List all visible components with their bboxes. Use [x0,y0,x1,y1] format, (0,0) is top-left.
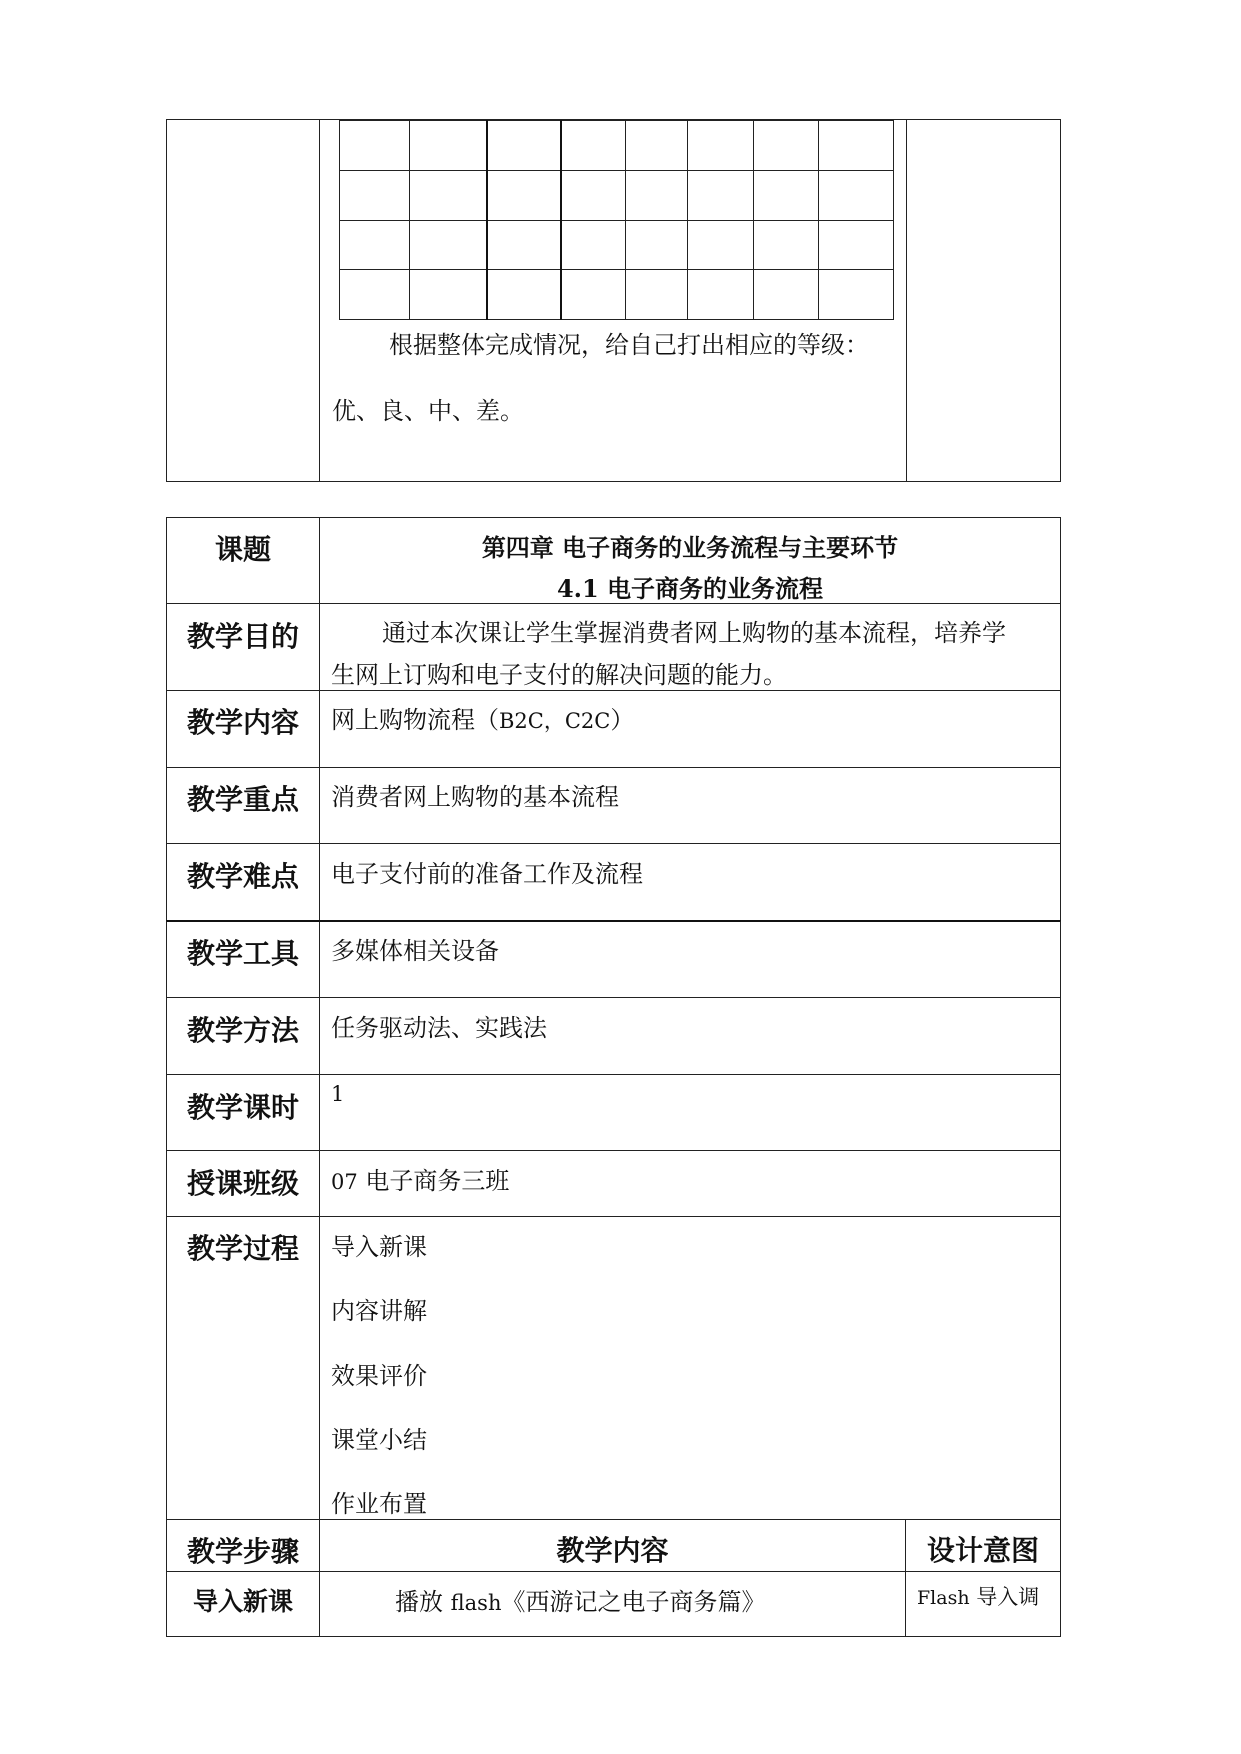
evaluation-right-column [906,120,1060,481]
intro-content-c: 《西游记之电子商务篇》 [501,1588,766,1616]
grid-cell[interactable] [688,171,754,221]
label-key-point: 教学重点 [167,768,320,843]
grid-cell[interactable] [754,221,819,270]
grid-cell[interactable] [561,171,626,221]
intro-intent-a: Flash [917,1587,970,1609]
content-text-b: B2C，C2C [499,709,611,733]
content-text-c: ） [610,706,635,734]
grid-cell[interactable] [409,270,487,320]
grid-cell[interactable] [754,171,819,221]
intro-content-text [395,1582,765,1617]
key-point-text: 消费者网上购物的基本流程 [331,783,619,811]
class-name: 电子商务三班 [365,1167,510,1195]
header-steps: 教学步骤 [167,1520,320,1571]
grid-cell[interactable] [487,270,561,320]
grid-cell[interactable] [754,270,819,320]
grading-levels: 优、良、中、差。 [332,397,524,425]
label-process: 教学过程 [167,1217,320,1519]
grid-cell[interactable] [688,221,754,270]
grid-cell[interactable] [340,221,410,270]
section-title [320,569,1060,604]
intro-intent-b: 导入调 [976,1585,1040,1609]
goal-line-2: 生网上订购和电子支付的解决问题的能力。 [331,661,787,689]
grid-cell[interactable] [340,121,410,171]
process-step: 课堂小结 [331,1426,427,1454]
evaluation-left-column [167,120,320,481]
label-difficulty: 教学难点 [167,844,320,920]
grid-cell[interactable] [409,221,487,270]
class-number: 07 [331,1170,358,1194]
step-intro-label: 导入新课 [167,1572,320,1636]
section-number: 4.1 [556,574,599,603]
grid-cell[interactable] [487,171,561,221]
row-process [166,1216,1061,1519]
row-content [166,690,1061,767]
grid-cell[interactable] [409,121,487,171]
intro-content-b: flash [450,1591,502,1615]
header-intent: 设计意图 [926,1534,1039,1567]
grid-cell[interactable] [340,270,410,320]
difficulty-text: 电子支付前的准备工作及流程 [331,860,643,888]
content-text [320,691,1060,767]
grid-cell[interactable] [626,121,688,171]
method-text: 任务驱动法、实践法 [331,1014,547,1042]
row-steps-header [166,1519,1061,1571]
label-class: 授课班级 [167,1151,320,1216]
process-step: 导入新课 [331,1233,427,1261]
row-hours [166,1074,1061,1150]
hours-text: 1 [331,1082,345,1106]
process-step: 效果评价 [331,1362,427,1390]
goal-line-1: 通过本次课让学生掌握消费者网上购物的基本流程，培养学 [382,619,1006,647]
intro-content-a: 播放 [395,1588,443,1616]
row-tools [166,920,1061,997]
grading-instruction: 根据整体完成情况，给自己打出相应的等级： [389,331,869,359]
grid-cell[interactable] [487,221,561,270]
row-class [166,1150,1061,1216]
row-method [166,997,1061,1074]
topic-content [320,518,1060,603]
row-intro [166,1571,1061,1637]
grid-cell[interactable] [626,270,688,320]
self-evaluation-grid [339,120,894,320]
row-difficulty [166,843,1061,920]
grid-cell[interactable] [688,121,754,171]
grid-cell[interactable] [487,121,561,171]
tools-text: 多媒体相关设备 [331,937,499,965]
process-list [320,1217,1060,1519]
grid-cell[interactable] [688,270,754,320]
label-tools: 教学工具 [167,922,320,997]
label-content: 教学内容 [167,691,320,767]
row-topic [166,517,1061,603]
label-topic: 课题 [167,518,320,603]
lesson-plan-table [166,517,1061,1637]
content-text-a: 网上购物流程（ [331,706,499,734]
grid-cell[interactable] [626,171,688,221]
grid-cell[interactable] [819,121,894,171]
grid-cell[interactable] [819,270,894,320]
row-goal [166,603,1061,690]
grid-cell[interactable] [561,270,626,320]
process-step: 作业布置 [331,1490,427,1518]
class-text [320,1151,1060,1216]
grid-cell[interactable] [340,171,410,221]
grid-cell[interactable] [561,221,626,270]
intro-content [320,1572,906,1636]
header-content: 教学内容 [320,1520,906,1571]
label-method: 教学方法 [167,998,320,1074]
intro-intent [906,1572,1060,1636]
label-hours: 教学课时 [167,1075,320,1150]
chapter-title: 第四章 电子商务的业务流程与主要环节 [481,534,899,562]
grid-cell[interactable] [819,221,894,270]
evaluation-table [166,119,1061,482]
grid-cell[interactable] [626,221,688,270]
grid-cell[interactable] [561,121,626,171]
goal-content [320,604,1060,690]
process-step: 内容讲解 [331,1297,427,1325]
label-goal: 教学目的 [167,604,320,690]
grid-cell[interactable] [409,171,487,221]
row-key-point [166,767,1061,843]
grid-cell[interactable] [754,121,819,171]
section-name: 电子商务的业务流程 [607,575,824,603]
grid-cell[interactable] [819,171,894,221]
